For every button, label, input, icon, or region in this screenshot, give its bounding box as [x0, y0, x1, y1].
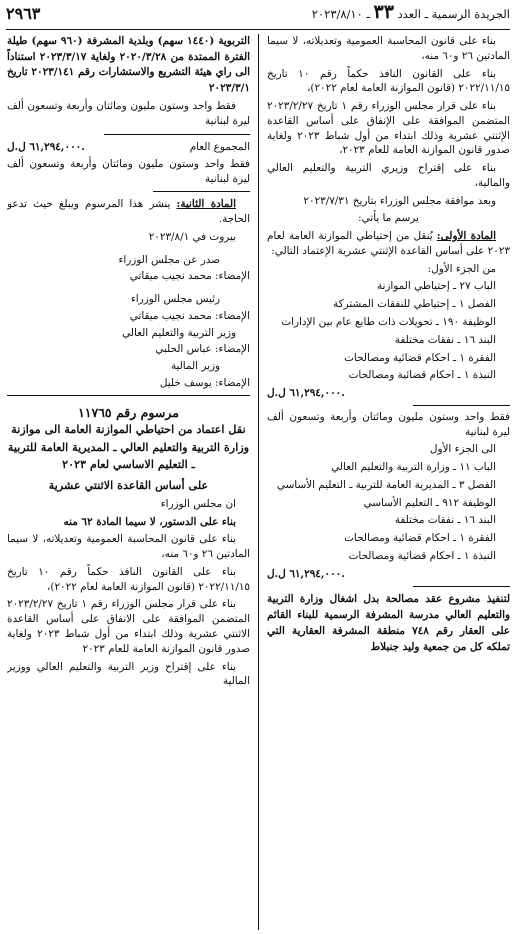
article-two-text: ينشر هذا المرسوم ويبلغ حيث تدعو الحاجة. [7, 198, 250, 226]
purpose-continued: التربوية (١٤٤٠ سهم) وبلدية المشرفة (٩٦٠ سهم) طيلة الفترة الممتدة من ٢٠٢٠/٣/٢٨ ولغاية ٢٠٢٣/٣/١٧ استناداً الى راي هيئة التشريع والاستشارات رقم ٢٠٢٣/١٤١ تاريخ ٢٠٢٣/٣/١ [7, 35, 250, 94]
amount-to: ٦١,٢٩٤,٠٠٠ ل.ل. [267, 567, 345, 580]
column-separator [258, 34, 259, 930]
grand-total-label: المجموع العام [189, 140, 250, 153]
section-1: الفصل ١ ـ إحتياطي للنفقات المشتركة [333, 298, 496, 311]
subparagraph-1: النبذة ١ ـ احكام قضائية ومصالحات [348, 369, 496, 382]
to-part: الى الجزء الأول [429, 443, 496, 456]
prime-minister-title: رئيس مجلس الوزراء [130, 293, 220, 306]
basis-proposal: بناء على إقتراح وزيري التربية والتعليم العالي والمالية، [267, 162, 510, 189]
signature-president: الإمضاء: محمد نجيب ميقاتي [129, 270, 250, 283]
function-190: الوظيفة ١٩٠ ـ تحويلات ذات طابع عام بين الإدارات [281, 316, 496, 329]
basis-council-decision-2: بناء على قرار مجلس الوزراء رقم ١ تاريخ ٢٠٢٣/٢/٢٧ المتضمن الموافقة على الانفاق على أساس القاعدة الاثنتي عشرية وذلك ابتداء من أول شباط ٢٠٢٣ ولغاية صدور قانون الموازنة العامة للعام ٢٠٢٣ [7, 598, 250, 655]
page-header [6, 1, 510, 30]
council-approval: وبعد موافقة مجلس الوزراء بتاريخ ٢٠٢٣/٧/٣١ [303, 194, 496, 207]
signature-education-minister: الإمضاء: عباس الحلبي [155, 343, 250, 356]
section-3: الفصل ٣ ـ المديرية العامة للتربية ـ التعليم الأساسي [276, 478, 496, 491]
paragraph-1-to: الفقرة ١ ـ احكام قضائية ومصالحات [344, 532, 496, 545]
decree-number: مرسوم رقم ١١٧٦٥ [78, 404, 179, 420]
issue-number: ٣٣ [373, 1, 394, 24]
article-two-label: المادة الثانية: [176, 198, 236, 211]
decree-subject: نقل اعتماد من احتياطي الموازنة العامة الى موازنة وزارة التربية والتعليم العالي ـ المديرية العامة للتربية ـ التعليم الاساسي لعام ٢٠٢٣ [7, 422, 250, 472]
basis-budget-law: بناء على القانون النافذ حكماً رقم ١٠ تاريخ ٢٠٢٢/١١/١٥ (قانون الموازنة العامة لعام ٢٠٢٢)، [267, 67, 510, 95]
page-number: ٢٩٦٣ [6, 4, 41, 24]
item-16: البند ١٦ ـ نفقات مختلفة [394, 333, 496, 346]
signature-finance-minister: الإمضاء: يوسف خليل [159, 376, 250, 389]
council-intro: ان مجلس الوزراء [160, 497, 236, 510]
grand-total-row [7, 140, 250, 155]
from-part: من الجزء الأول: [427, 262, 496, 275]
function-912: الوظيفة ٩١٢ ـ التعليم الأساسي [363, 496, 496, 509]
columns [6, 30, 510, 930]
right-column [263, 30, 510, 930]
divider [104, 134, 250, 135]
basis-proposal-2: بناء على إقتراح وزير التربية والتعليم العالي ووزير المالية [7, 660, 250, 688]
divider [153, 191, 250, 192]
decree-basis: على أساس القاعدة الاثنتي عشرية [48, 477, 209, 492]
basis-budget-law-2: بناء على القانون النافذ حكماً رقم ١٠ تاريخ ٢٠٢٢/١١/١٥ (قانون الموازنة العامة لعام ٢٠٢٢)، [7, 565, 250, 593]
left-column [7, 30, 254, 930]
finance-minister-title: وزير المالية [170, 360, 220, 373]
gazette-title [312, 0, 510, 26]
grand-total-amount: ٦١,٢٩٤,٠٠٠ ل.ل. [7, 140, 85, 153]
signature-prime-minister: الإمضاء: محمد نجيب ميقاتي [129, 309, 250, 322]
article-one-label: المادة الأولى: [436, 230, 496, 243]
article-one-text: يُنقل من إحتياطي الموازنة العامة لعام ٢٠٢٣ على أساس القاعدة الإثنتي عشرية الإعتماد التالي: [267, 230, 510, 257]
paragraph-1: الفقرة ١ ـ احكام قضائية ومصالحات [344, 351, 496, 364]
amount-words-a: فقط واحد وستون مليون ومائتان وأربعة وتسعون ألف ليرة لبنانية [7, 100, 250, 128]
subparagraph-1-to: النبذة ١ ـ احكام قضائية ومصالحات [348, 549, 496, 562]
place-date: بيروت في ٢٠٢٣/٨/١ [148, 230, 236, 243]
basis-council-decision: بناء على قرار مجلس الوزراء رقم ١ تاريخ ٢٠٢٣/٢/٢٧ المتضمن الموافقة على الإنفاق على أساس القاعدة الإثنتي عشرية وذلك ابتداء من أول شباط ٢٠٢٣ ولغاية صدور قانون الموازنة العامة للعام ٢٠٢٣، [267, 100, 510, 157]
basis-accounting-law: بناء على قانون المحاسبة العمومية وتعديلاته، لا سيما المادتين ٢٦ و٦٠ منه، [267, 35, 510, 62]
chapter-11: الباب ١١ ـ وزارة التربية والتعليم العالي [331, 461, 496, 474]
item-16-to: البند ١٦ ـ نفقات مختلفة [394, 514, 496, 527]
purpose-statement: لتنفيذ مشروع عقد مصالحة بدل اشغال وزارة التربية والتعليم العالي مدرسة المشرفة الرسمية للبناء القائم على العقار رقم ٧٤٨ منطقة المشرفة العقارية التي تملكه كل من جمعية وليد جنبلاط [267, 592, 510, 653]
gazette-name: الجريدة الرسمية ـ العدد [397, 7, 510, 22]
divider [7, 395, 250, 396]
article-one [267, 229, 510, 259]
education-minister-title: وزير التربية والتعليم العالي [122, 326, 236, 339]
divider [413, 405, 510, 406]
decree-intro: يرسم ما يأتي: [358, 212, 419, 225]
issued-by: صدر عن مجلس الوزراء [118, 253, 220, 266]
issue-date: ـ ٢٠٢٣/٨/١٠ [311, 7, 370, 22]
amount-from: ٦١,٢٩٤,٠٠٠ ل.ل. [267, 387, 345, 400]
basis-accounting-law-2: بناء على قانون المحاسبة العمومية وتعديلاته، لا سيما المادتين ٢٦ و٦٠ منه، [7, 533, 250, 561]
amount-words-b: فقط واحد وستون مليون ومائتان وأربعة وتسعون ألف ليرة لبنانية [7, 157, 250, 185]
chapter-27: الباب ٢٧ ـ إحتياطي الموازنة [376, 280, 496, 293]
article-two [7, 197, 250, 227]
basis-constitution: بناء على الدستور، لا سيما المادة ٦٢ منه [63, 515, 236, 528]
amount-from-words: فقط واحد وستون مليون ومائتان وأربعة وتسعون ألف ليرة لبنانية [267, 410, 510, 438]
divider [413, 586, 510, 587]
